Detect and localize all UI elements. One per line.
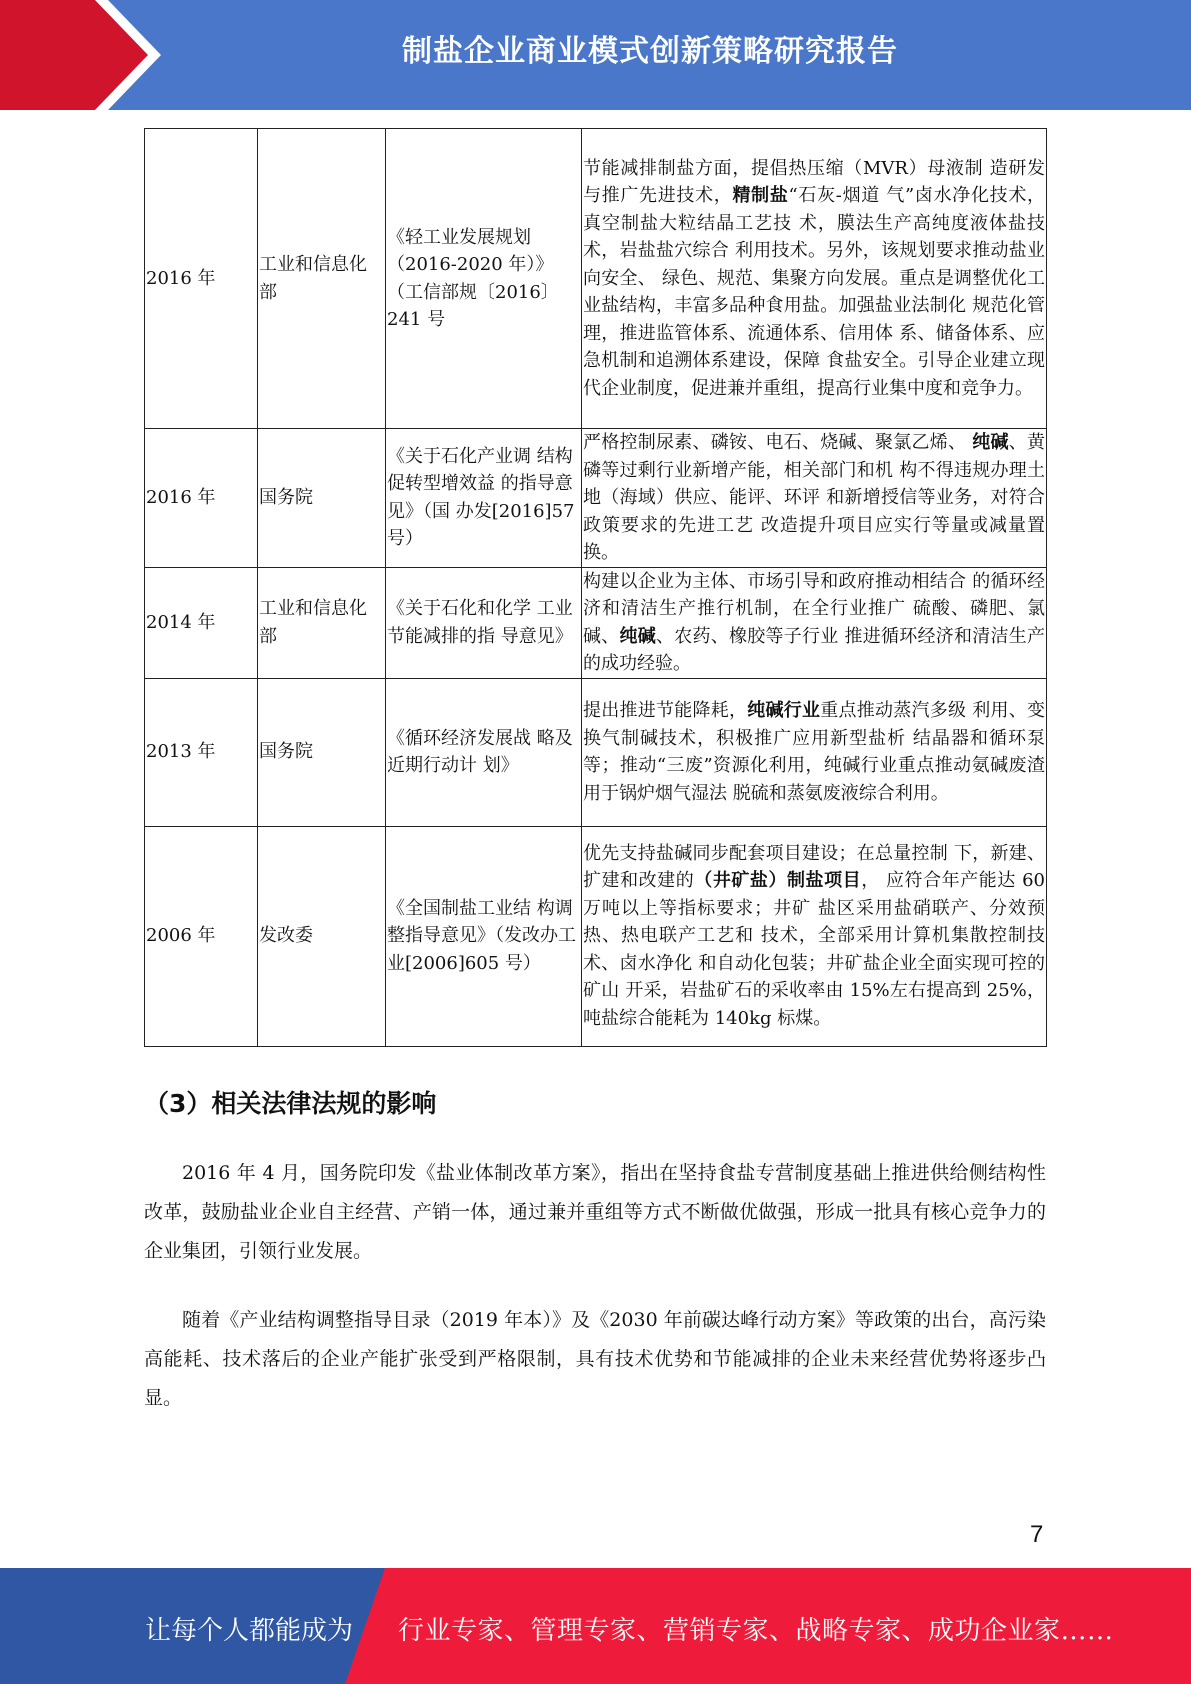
year-cell: 2006 年	[145, 826, 258, 1046]
table-row	[145, 678, 1047, 826]
content-text: 、农药、橡胶等子行业 推进循环经济和清洁生产的成功经验。	[583, 625, 1046, 674]
table-row	[145, 429, 1047, 568]
section-heading: （3）相关法律法规的影响	[144, 1089, 437, 1118]
department-cell: 发改委	[258, 826, 386, 1046]
table-row	[145, 129, 1047, 429]
department-cell: 工业和信息化部	[258, 129, 386, 429]
document-cell: 《全国制盐工业结 构调整指导意见》（发改办工业[2006]605 号）	[386, 826, 582, 1046]
content-text: 节能减排制盐方面，提倡热压缩（MVR）母液制 造研发与推广先进技术，	[583, 157, 1045, 207]
content-text: 重点推动蒸汽多级 利用、变换气制碱技术，积极推广应用新型盐析 结晶器和循环泵等；推动“三废”资源化利用，纯碱行业重点推动氨碱废渣用于锅炉烟气湿法 脱硫和蒸氨废液综合利用。	[583, 700, 1046, 804]
page-header	[0, 0, 1191, 110]
content-text: 优先支持盐碱同步配套项目建设；在总量控制 下，新建、扩建和改建的	[583, 842, 1045, 892]
footer-slogan-left: 让每个人都能成为	[145, 1616, 354, 1646]
content-cell	[582, 678, 1047, 826]
content-cell	[582, 129, 1047, 429]
content-text: “石灰-烟道 气”卤水净化技术，真空制盐大粒结晶工艺技 术，膜法生产高纯度液体盐技术，岩盐盐穴综合 利用技术。另外，该规划要求推动盐业向安全、 绿色、规范、集聚方向发展。重点是调整优化工 业盐结构，丰富多品种食用盐。加强盐业法制化 规范化管理，推进监管体系、流通体系、信用体 系、储备体系、应急机制和追溯体系建设，保障 食盐安全。引导企业建立现代企业制度，促进兼并重组，提高行业集中度和竞争力。	[583, 185, 1046, 399]
department-cell: 国务院	[258, 429, 386, 568]
year-cell: 2013 年	[145, 678, 258, 826]
table-row	[145, 567, 1047, 678]
year-cell: 2014 年	[145, 567, 258, 678]
page-number: 7	[1030, 1521, 1044, 1548]
document-cell: 《轻工业发展规划（2016-2020 年）》（工信部规〔2016〕241 号	[386, 129, 582, 429]
policy-table	[144, 128, 1047, 1047]
document-cell: 《循环经济发展战 略及近期行动计 划》	[386, 678, 582, 826]
content-cell	[582, 826, 1047, 1046]
content-text: 、黄磷等过剩行业新增产能，相关部门和机 构不得违规办理土地（海域）供应、能评、环评 和新增授信等业务，对符合政策要求的先进工艺 改造提升项目应实行等量或减量置换。	[583, 432, 1046, 563]
department-cell: 国务院	[258, 678, 386, 826]
paragraph: 随着《产业结构调整指导目录（2019 年本）》及《2030 年前碳达峰行动方案》等政策的出台，高污染高能耗、技术落后的企业产能扩张受到严格限制，具有技术优势和节能减排的企业未来经营优势将逐步凸显。	[144, 1309, 1046, 1409]
footer-slogan-right: 行业专家、管理专家、营销专家、战略专家、成功企业家……	[398, 1616, 1114, 1646]
report-title: 制盐企业商业模式创新策略研究报告	[402, 34, 898, 69]
year-cell: 2016 年	[145, 129, 258, 429]
content-bold: 精制盐	[732, 185, 789, 207]
content-text: ， 应符合年产能达 60 万吨以上等指标要求；井矿 盐区采用盐硝联产、分效预热、热电联产工艺和 技术，全部采用计算机集散控制技术、卤水净化 和自动化包装；井矿盐企业全面实现可控的矿山 开采，岩盐矿石的采收率由 15%左右提高到 25%，吨盐综合能耗为 140kg 标煤。	[583, 870, 1046, 1029]
content-bold: 纯碱	[972, 432, 1009, 453]
content-text: 严格控制尿素、磷铵、电石、烧碱、聚氯乙烯、	[583, 432, 973, 453]
document-cell: 《关于石化产业调 结构促转型增效益 的指导意见》（国 办发[2016]57 号）	[386, 429, 582, 568]
document-cell: 《关于石化和化学 工业节能减排的指 导意见》	[386, 567, 582, 678]
content-text: 提出推进节能降耗，	[583, 700, 748, 721]
year-cell: 2016 年	[145, 429, 258, 568]
content-text: 构建以企业为主体、市场引导和政府推动相结合 的循环经济和清洁生产推行机制，在全行业推广 硫酸、磷肥、氯碱、	[583, 570, 1045, 647]
table-row	[145, 826, 1047, 1046]
paragraph: 2016 年 4 月，国务院印发《盐业体制改革方案》，指出在坚持食盐专营制度基础上推进供给侧结构性改革，鼓励盐业企业自主经营、产销一体，通过兼并重组等方式不断做优做强，形成一批具有核心竞争力的企业集团，引领行业发展。	[144, 1162, 1046, 1262]
content-bold: 纯碱行业	[747, 700, 821, 721]
content-cell	[582, 429, 1047, 568]
content-bold: （井矿盐）制盐项目	[694, 870, 862, 892]
content-cell	[582, 567, 1047, 678]
content-bold: 纯碱	[619, 625, 657, 647]
page-footer	[0, 1568, 1191, 1684]
department-cell: 工业和信息化部	[258, 567, 386, 678]
